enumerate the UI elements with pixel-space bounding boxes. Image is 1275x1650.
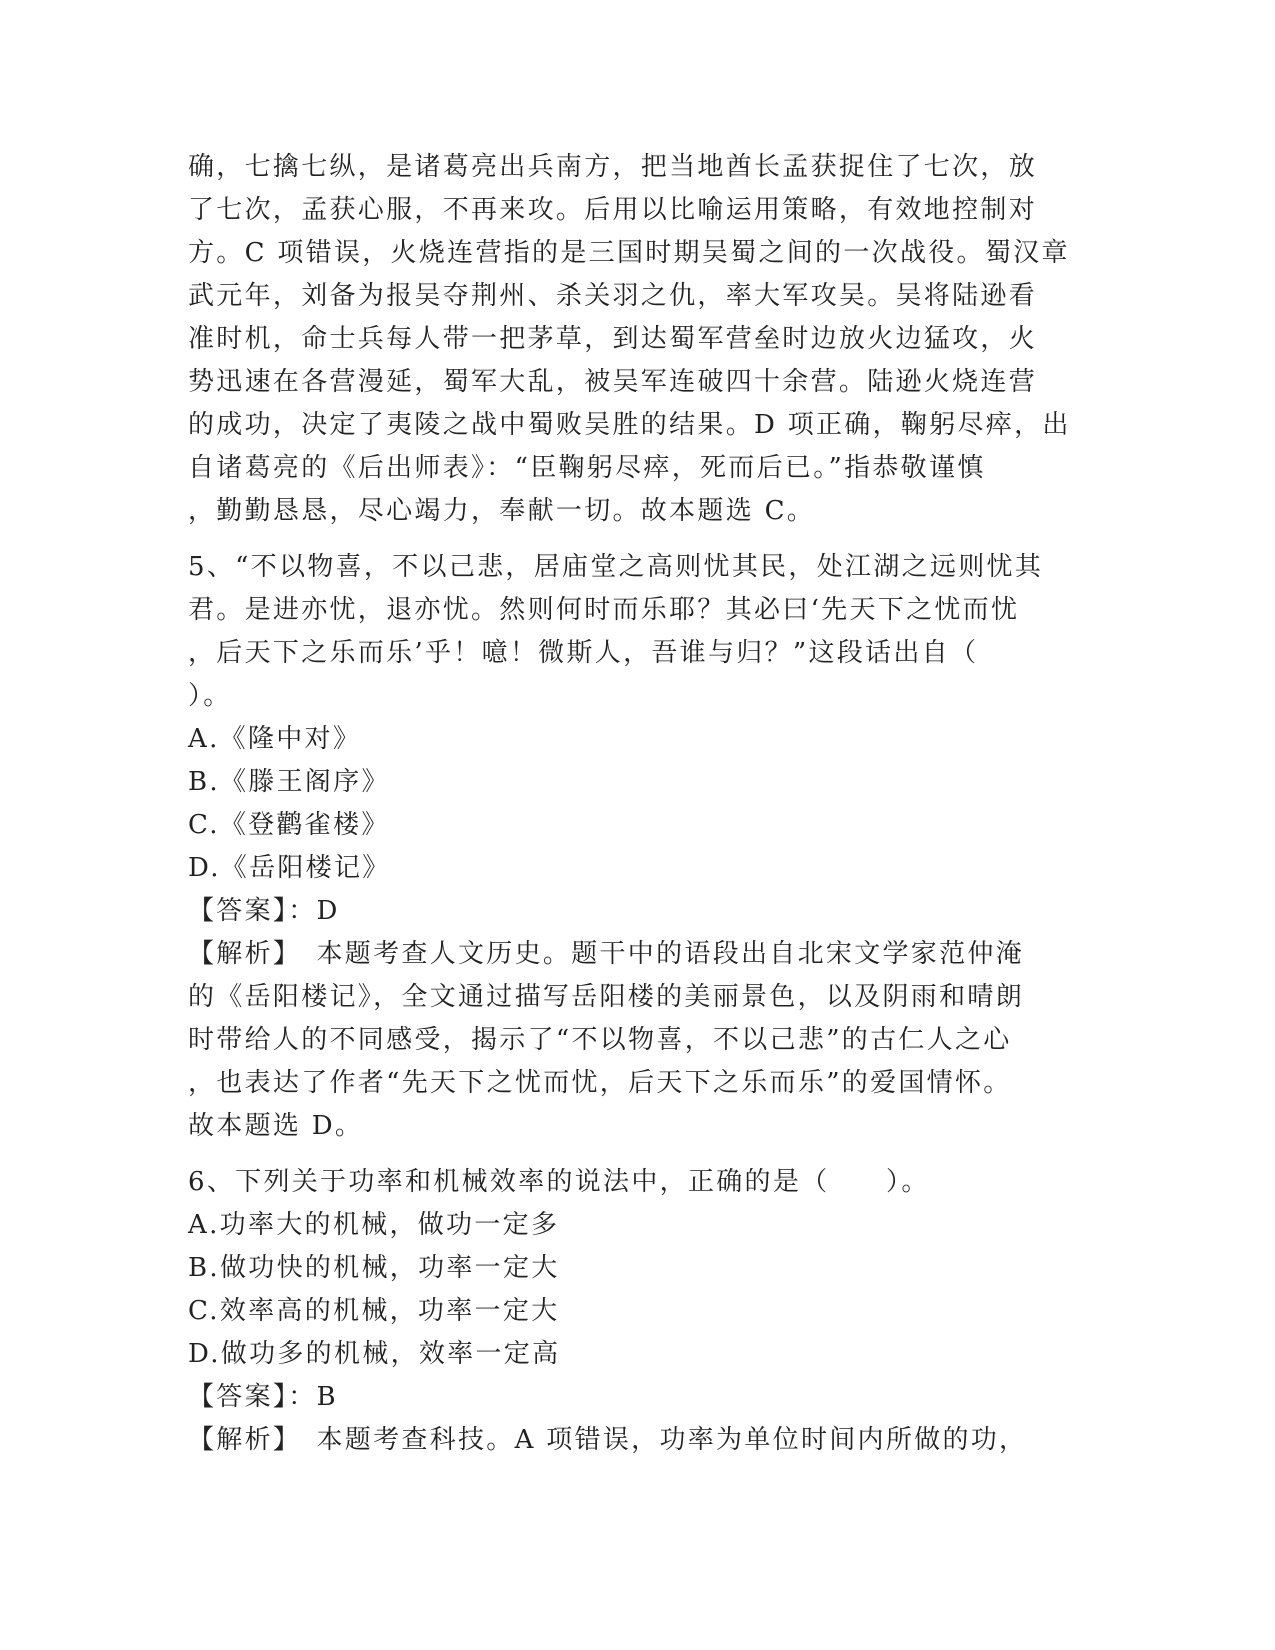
answer-line: 【答案】：B <box>188 1382 338 1412</box>
text-line: 5、“不以物喜，不以己悲，居庙堂之高则忧其民，处江湖之远则忧其 <box>188 552 1044 582</box>
analysis <box>188 933 1088 1148</box>
text-line: 确，七擒七纵，是诸葛亮出兵南方，把当地酋长孟获捉住了七次，放 <box>188 152 1038 182</box>
text-line: ）。 <box>188 681 232 711</box>
document-page <box>188 146 1088 1462</box>
question-5 <box>188 546 1088 1148</box>
text-line: 的成功，决定了夷陵之战中蜀败吴胜的结果。D 项正确，鞠躬尽瘁，出 <box>188 410 1071 440</box>
text-line: ，后天下之乐而乐’乎！噫！微斯人，吾谁与归？”这段话出自（ <box>188 638 979 668</box>
text-line: 准时机，命士兵每人带一把茅草，到达蜀军营垒时边放火边猛攻，火 <box>188 324 1038 354</box>
question-6 <box>188 1161 1088 1462</box>
option-c: C.效率高的机械，功率一定大 <box>188 1296 560 1326</box>
question-stem <box>188 546 1088 718</box>
option-a: A.《隆中对》 <box>188 724 362 754</box>
text-line: 方。C 项错误，火烧连营指的是三国时期吴蜀之间的一次战役。蜀汉章 <box>188 238 1070 268</box>
text-line: 君。是进亦忧，退亦忧。然则何时而乐耶？其必曰‘先天下之忧而忧 <box>188 595 1020 625</box>
text-line: ，勤勤恳恳，尽心竭力，奉献一切。故本题选 C。 <box>188 496 816 526</box>
option-d: D.《岳阳楼记》 <box>188 853 391 883</box>
option-b: B.做功快的机械，功率一定大 <box>188 1253 560 1283</box>
question-options <box>188 718 1088 890</box>
text-line: 的《岳阳楼记》，全文通过描写岳阳楼的美丽景色，以及阴雨和晴朗 <box>188 982 1025 1012</box>
paragraph-gap <box>188 1148 1088 1161</box>
option-a: A.功率大的机械，做功一定多 <box>188 1210 560 1240</box>
text-line: 自诸葛亮的《后出师表》：“臣鞠躬尽瘁，死而后已。”指恭敬谨慎 <box>188 453 986 483</box>
text-line: 势迅速在各营漫延，蜀军大乱，被吴军连破四十余营。陆逊火烧连营 <box>188 367 1038 397</box>
text-line: ，也表达了作者“先天下之忧而忧，后天下之乐而乐”的爱国情怀。 <box>188 1068 1012 1098</box>
paragraph-gap <box>188 533 1088 546</box>
text-line: 【解析】 本题考查人文历史。题干中的语段出自北宋文学家范仲淹 <box>188 939 1025 969</box>
analysis <box>188 1419 1088 1462</box>
text-line: 武元年，刘备为报吴夺荆州、杀关羽之仇，率大军攻吴。吴将陆逊看 <box>188 281 1038 311</box>
question-stem <box>188 1161 1088 1204</box>
text-line: 时带给人的不同感受，揭示了“不以物喜，不以己悲”的古仁人之心 <box>188 1025 1012 1055</box>
text-line: 了七次，孟获心服，不再来攻。后用以比喻运用策略，有效地控制对 <box>188 195 1038 225</box>
text-line: 6、下列关于功率和机械效率的说法中，正确的是（ ）。 <box>188 1167 930 1197</box>
text-line: 【解析】 本题考查科技。A 项错误，功率为单位时间内所做的功， <box>188 1425 1028 1455</box>
option-b: B.《滕王阁序》 <box>188 767 390 797</box>
text-line: 故本题选 D。 <box>188 1111 364 1141</box>
answer-line: 【答案】：D <box>188 896 340 926</box>
previous-answer-analysis-continuation <box>188 146 1088 533</box>
option-c: C.《登鹳雀楼》 <box>188 810 390 840</box>
option-d: D.做功多的机械，效率一定高 <box>188 1339 561 1369</box>
question-options <box>188 1204 1088 1376</box>
